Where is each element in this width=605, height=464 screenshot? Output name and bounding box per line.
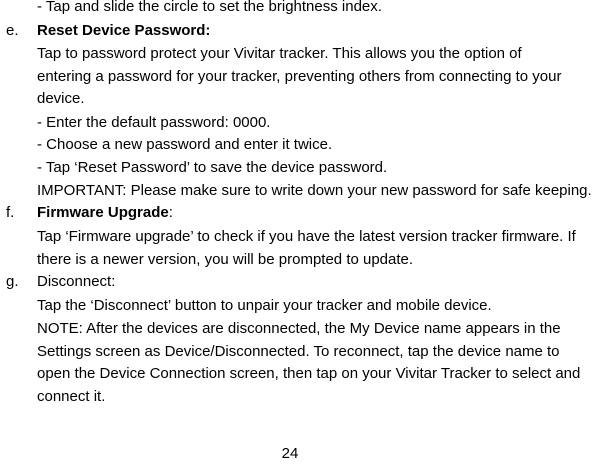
item-g-line-4: open the Device Connection screen, then tap on your Vivitar Tracker to select and (37, 365, 581, 382)
item-marker-f: f. (6, 204, 15, 221)
heading-text: Reset Device Password: (37, 22, 211, 39)
item-f-line-1: Tap ‘Firmware upgrade’ to check if you have the latest version tracker firmware. If (37, 228, 576, 245)
item-e-line-1: Tap to password protect your Vivitar tracker. This allows you the option of (37, 45, 522, 62)
item-marker-e: e. (6, 22, 19, 39)
item-g-line-5: connect it. (37, 388, 106, 405)
item-e-line-2: entering a password for your tracker, preventing others from connecting to your (37, 68, 562, 85)
item-heading-e (37, 21, 210, 41)
page-number: 24 (281, 445, 299, 462)
heading-suffix: : (168, 204, 173, 221)
item-heading-g (37, 272, 115, 292)
item-g-line-2: NOTE: After the devices are disconnected, the My Device name appears in the (37, 320, 561, 337)
item-e-line-3: device. (37, 90, 85, 107)
heading-text: Firmware Upgrade (37, 204, 169, 221)
item-f-line-2: there is a newer version, you will be prompted to update. (37, 251, 414, 268)
item-e-line-4: - Enter the default password: 0000. (37, 114, 271, 131)
item-e-line-5: - Choose a new password and enter it twice. (37, 136, 333, 153)
item-g-line-3: Settings screen as Device/Disconnected. To reconnect, tap the device name to (37, 343, 560, 360)
item-g-line-1: Tap the ‘Disconnect’ button to unpair your tracker and mobile device. (37, 297, 492, 314)
item-heading-f (37, 203, 173, 223)
heading-text: Disconnect: (37, 273, 116, 290)
item-e-line-6: - Tap ‘Reset Password’ to save the device password. (37, 159, 388, 176)
intro-line: - Tap and slide the circle to set the brightness index. (37, 0, 382, 15)
item-e-line-7: IMPORTANT: Please make sure to write down your new password for safe keeping. (37, 182, 592, 199)
item-marker-g: g. (6, 273, 19, 290)
